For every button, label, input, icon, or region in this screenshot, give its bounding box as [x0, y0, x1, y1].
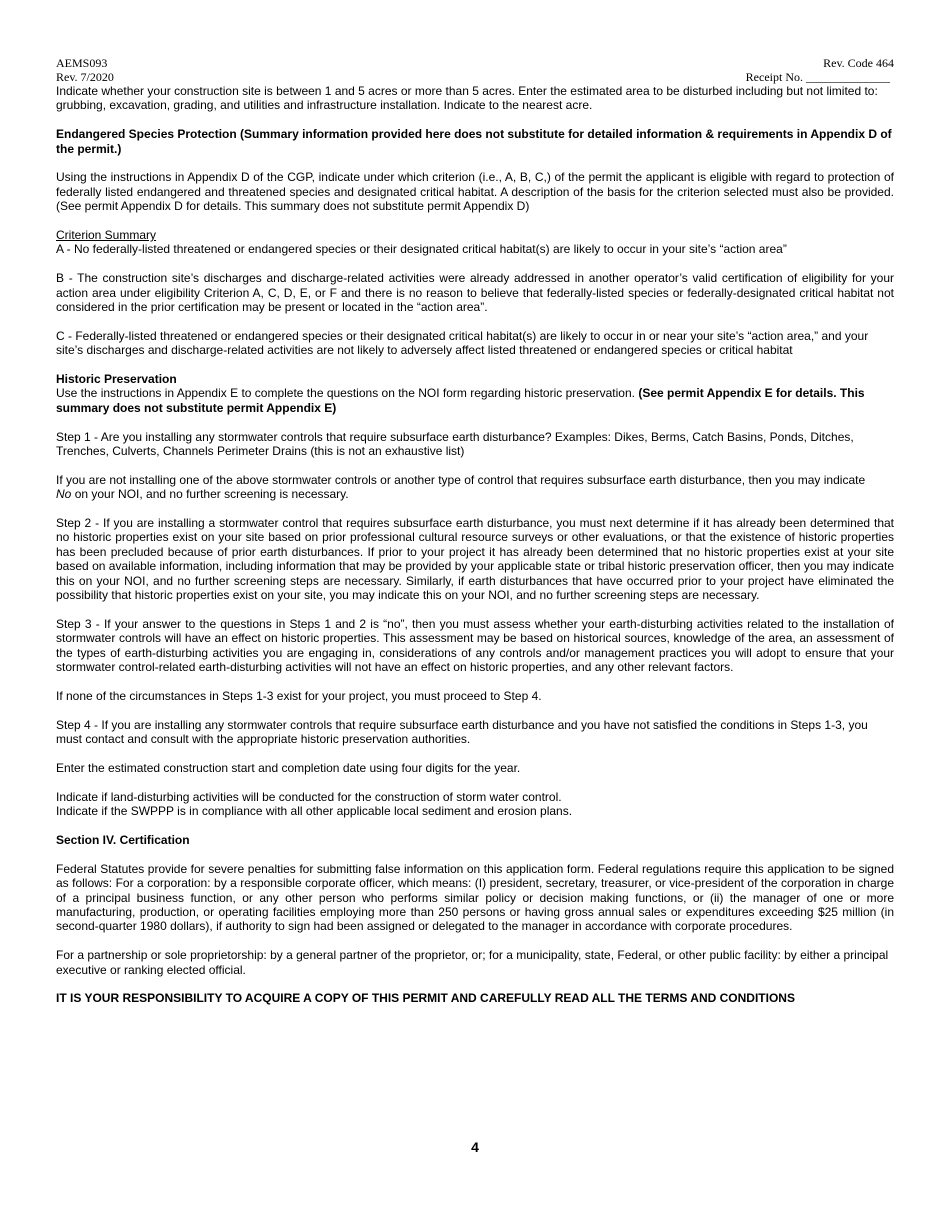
criterion-c: C - Federally-listed threatened or endangered species or their designated critical habitat(s) are likely to occur in or near your site’s “action area,” and your site’s discharges and discharge-related activities are not likely to adversely affect listed threatened or endangered species or critical habitat — [56, 328, 869, 358]
endangered-instructions: Using the instructions in Appendix D of the CGP, indicate under which criterion (i.e., A, B, C,) of the permit the applicant is eligible with regard to protection of federally listed endangered and threatened species and designated critical habitat. A description of the basis for the criterion selected must also be provided. (See permit Appendix D for details. This summary does not substitute permit Appendix D) — [56, 170, 894, 214]
certification-paragraph-2: For a partnership or sole proprietorship: by a general partner of the proprietor, or; for a municipality, state, Federal, or other public facility: by either a principal executive or ranking elected official. — [56, 948, 889, 977]
not-installing-text-b: on your NOI, and no further screening is necessary. — [74, 487, 349, 502]
receipt-number: Receipt No. ______________ — [745, 70, 890, 84]
dates-instruction: Enter the estimated construction start and completion date using four digits for the year. — [56, 760, 521, 775]
endangered-heading: Endangered Species Protection (Summary information provided here does not substitute for detailed information & requirements in Appendix D of the permit.) — [56, 127, 892, 156]
step-4: Step 4 - If you are installing any stormwater controls that require subsurface earth disturbance and you have not satisfied the conditions in Steps 1-3, you must contact and consult with the appropriate historic preservation authorities. — [56, 717, 868, 747]
land-disturbing-instruction: Indicate if land-disturbing activities will be conducted for the construction of storm water control. — [56, 789, 562, 804]
form-id: AEMS093 — [56, 56, 108, 70]
historic-intro-text: Use the instructions in Appendix E to complete the questions on the NOI form regarding historic preservation. — [56, 386, 635, 401]
certification-heading: Section IV. Certification — [56, 832, 190, 847]
step-3: Step 3 - If your answer to the questions in Steps 1 and 2 is “no”, then you must assess whether your earth-disturbing activities related to the installation of stormwater controls will have an effect on historic properties. This assessment may be based on historical sources, knowledge of the area, an assessment of the types of earth-disturbing activities you are engaging in, considerations of any controls and/or management practices you will adopt to ensure that your stormwater control-related earth-disturbing activities will not have an effect on historic properties, and any other relevant factors. — [56, 616, 894, 675]
certification-paragraph-1: Federal Statutes provide for severe penalties for submitting false information on this application form. Federal regulations require this application to be signed as follows: For a corporation: by a responsible corporate officer, which means: (I) president, secretary, treasurer, or vice-president of the corporation in charge of a principal business function, or any other person who performs similar policy or decision making functions, or (ii) the manager of one or more manufacturing, production, or operating facilities employing more than 250 persons or having gross annual sales or expenditures exceeding $25 million (in second-quarter 1980 dollars), if authority to sign had been assigned or delegated to the manager in accordance with corporate procedures. — [56, 861, 894, 934]
criterion-b: B - The construction site’s discharges and discharge-related activities were already addressed in another operator’s valid certification of eligibility for your action area under eligibility Criterion A, C, D, E, or F and there is no reason to believe that federally-listed species or federally-designated critical habitat not considered in the prior certification may be present or located in the “action area”. — [56, 271, 894, 315]
historic-intro — [56, 386, 894, 415]
page-number: 4 — [471, 1139, 479, 1155]
criterion-a: A - No federally-listed threatened or endangered species or their designated critical habitat(s) are likely to occur in your site’s “action area” — [56, 242, 787, 257]
header-row-1 — [56, 56, 894, 70]
step-2: Step 2 - If you are installing a stormwater control that requires subsurface earth disturbance, you must next determine if it has already been determined that no historic properties exist on your site based on prior professional cultural resource surveys or other evaluations, or that the existence of historic properties has been precluded because of prior earth disturbances. If prior to your project it has already been determined that no historic properties exist at your site based on available information, including information that may be provided by your applicable state or tribal historic preservation officer, then you may indicate this on your NOI, and no further screening steps are necessary. Similarly, if earth disturbances that have occurred prior to your project have eliminated the possibility that historic properties exist on your site, you may indicate this on your NOI, and no further screening steps are necessary. — [56, 516, 894, 603]
swppp-instruction: Indicate if the SWPPP is in compliance with all other applicable local sediment and erosion plans. — [56, 804, 573, 819]
historic-intro-note: (See permit Appendix E for details. This summary does not substitute permit Appendix E) — [56, 386, 865, 415]
not-installing-text-a: If you are not installing one of the above stormwater controls or another type of control that requires subsurface earth disturbance, then you may indicate — [56, 472, 866, 487]
historic-heading: Historic Preservation — [56, 372, 177, 387]
rev-code: Rev. Code 464 — [823, 56, 894, 70]
rev-date: Rev. 7/2020 — [56, 70, 114, 84]
document-page — [56, 56, 894, 1006]
not-installing-paragraph — [56, 473, 894, 502]
step-1: Step 1 - Are you installing any stormwater controls that require subsurface earth disturbance? Examples: Dikes, Berms, Catch Basins, Ponds, Ditches, Trenches, Culverts, Channels Perimeter Drains (this is not an exhaustive list) — [56, 429, 854, 459]
no-word: No — [56, 487, 72, 502]
none-apply: If none of the circumstances in Steps 1-3 exist for your project, you must proceed to Step 4. — [56, 688, 542, 703]
responsibility-warning: IT IS YOUR RESPONSIBILITY TO ACQUIRE A COPY OF THIS PERMIT AND CAREFULLY READ ALL THE TERMS AND CONDITIONS — [56, 991, 795, 1006]
criterion-summary-title: Criterion Summary — [56, 228, 157, 243]
header-row-2 — [56, 70, 894, 84]
intro-paragraph: Indicate whether your construction site is between 1 and 5 acres or more than 5 acres. Enter the estimated area to be disturbed including but not limited to: grubbing, excavation, grading, and utilities and infrastructure installation. Indicate to the nearest acre. — [56, 84, 878, 113]
